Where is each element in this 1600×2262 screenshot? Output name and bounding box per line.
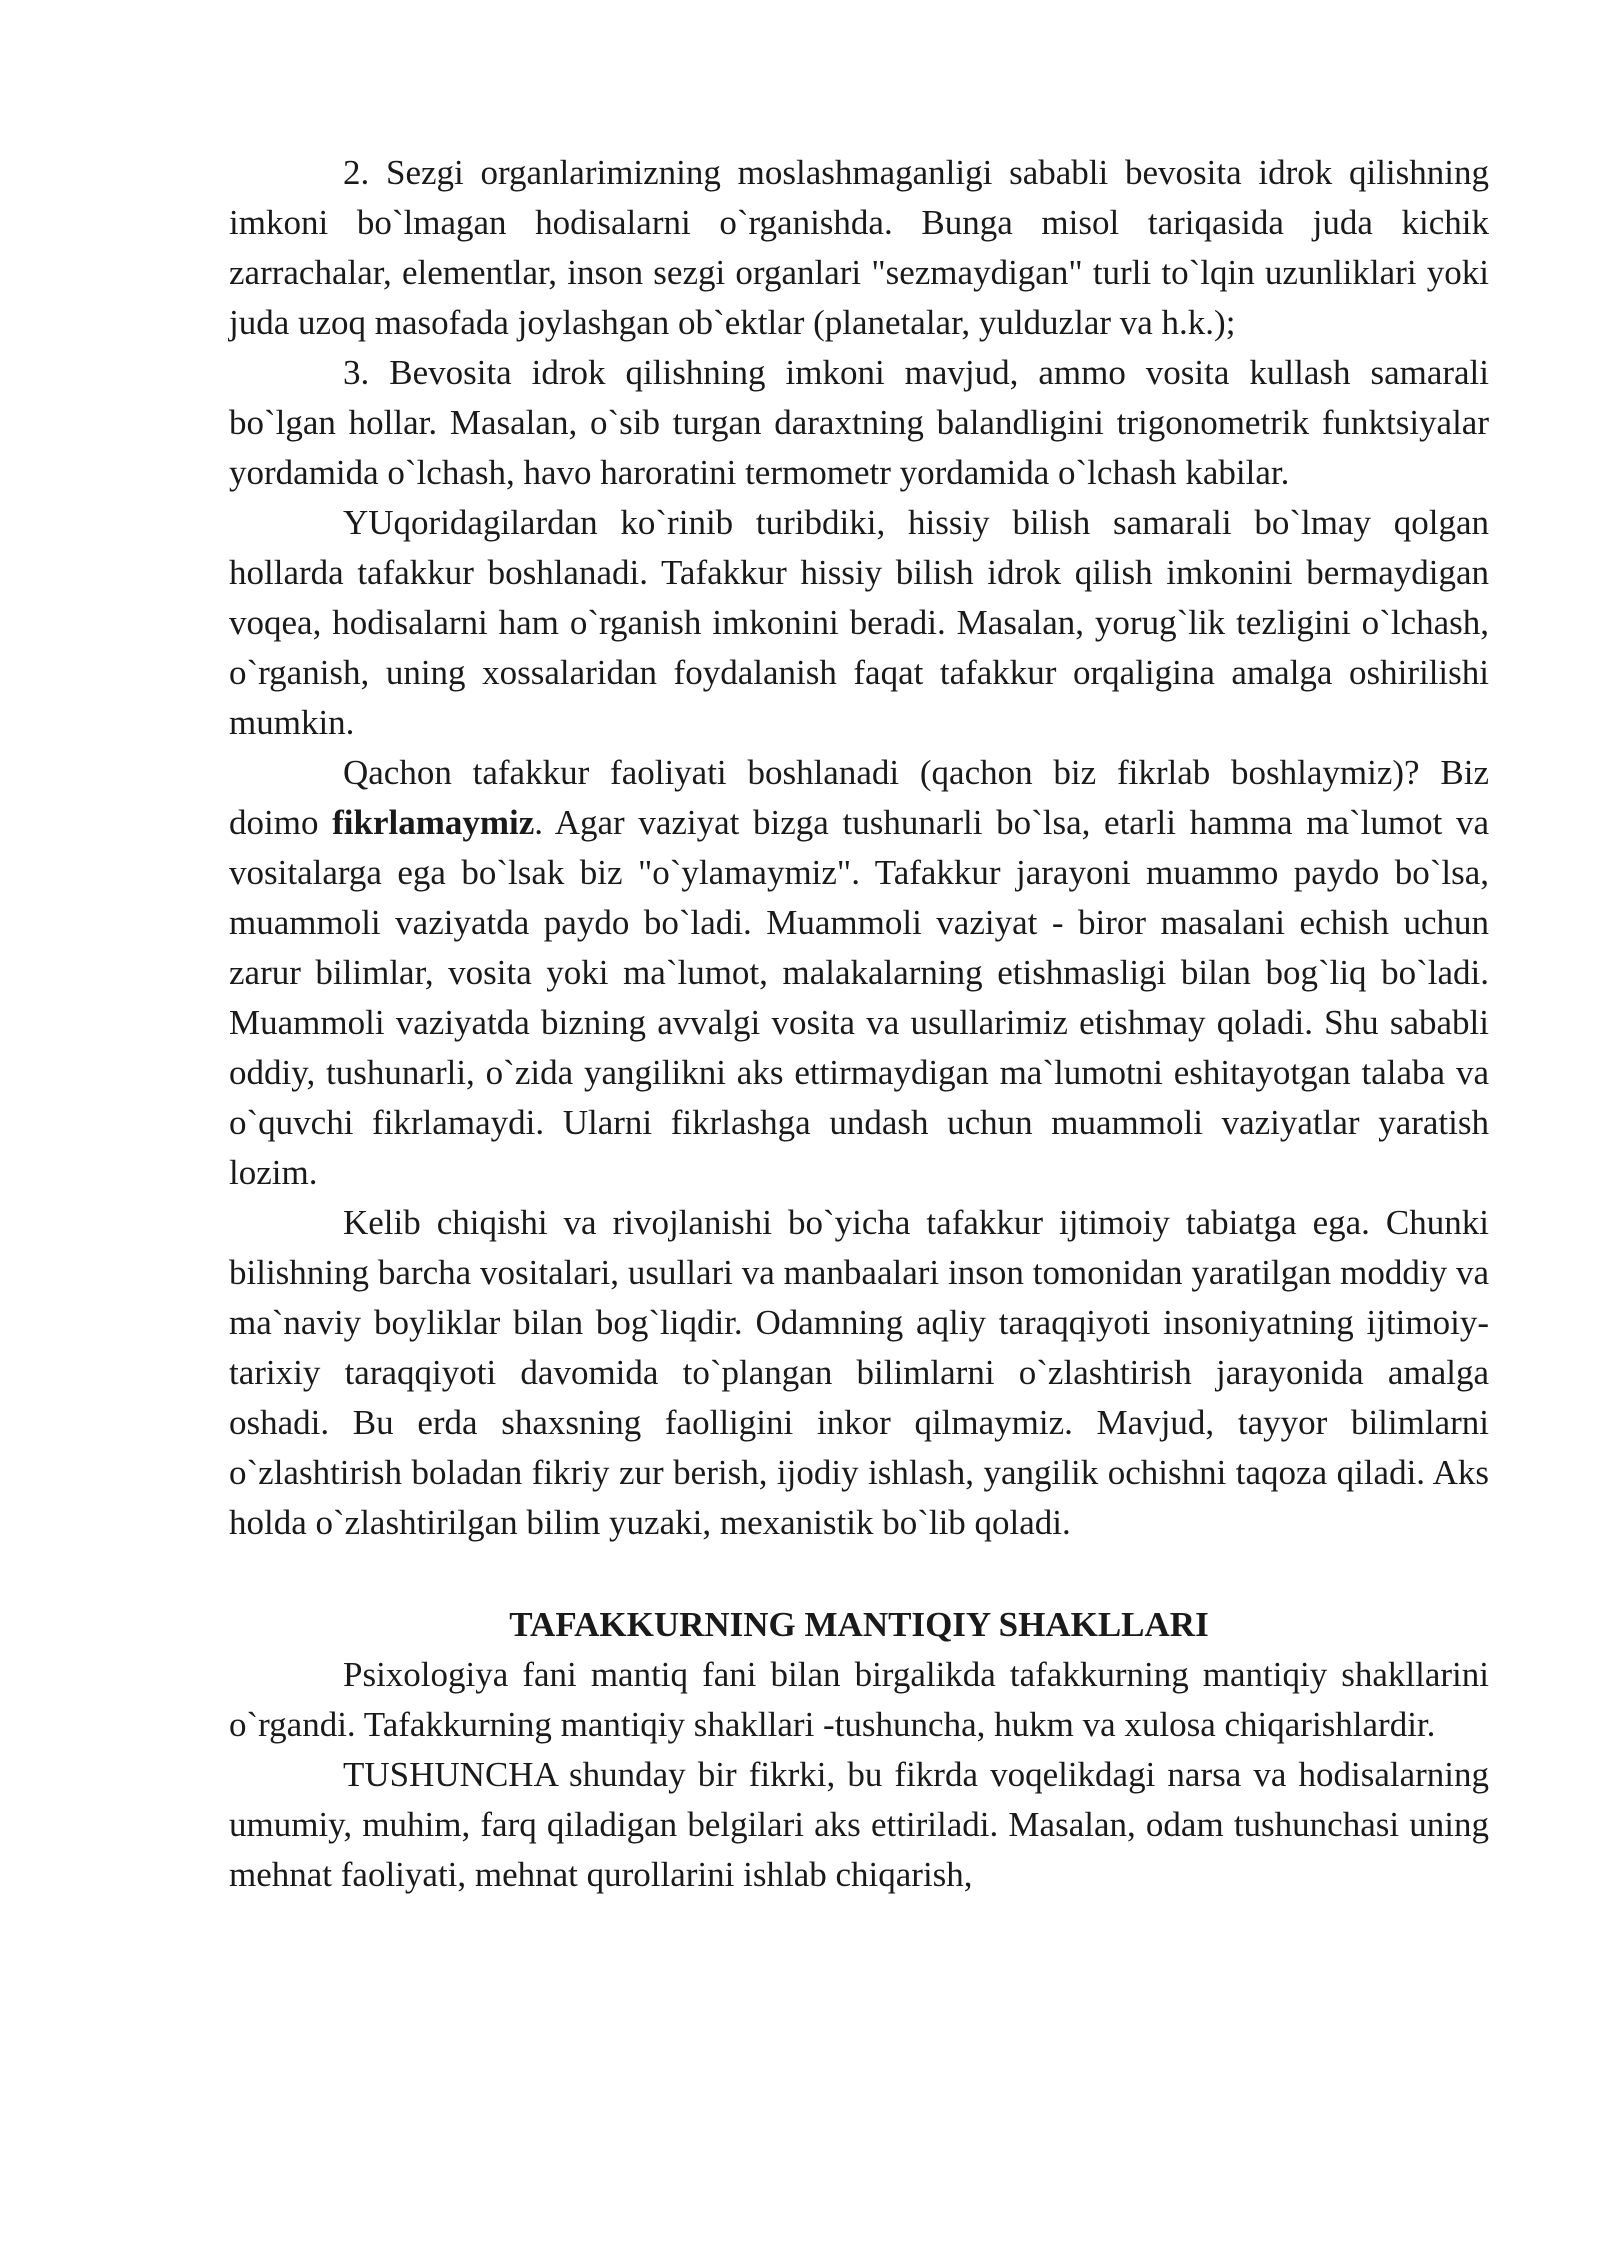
paragraph-social-nature: Kelib chiqishi va rivojlanishi bo`yicha tafakkur ijtimoiy tabiatga ega. Chunki bilishning barcha vositalari, usullari va manbaalari inson tomonidan yaratilgan moddiy va ma`naviy boyliklar bilan bog`liqdir. Odamning aqliy taraqqiyoti insoniyatning ijtimoiy-tarixiy taraqqiyoti davomida to`plangan bilimlarni o`zlashtirish jarayonida amalga oshadi. Bu erda shaxsning faolligini inkor qilmaymiz. Mavjud, tayyor bilimlarni o`zlashtirish boladan fikriy zur berish, ijodiy ishlash, yangilik ochishni taqoza qiladi. Aks holda o`zlashtirilgan bilim yuzaki, mexanistik bo`lib qoladi. <box>229 1203 1489 1542</box>
section-heading: TAFAKKURNING MANTIQIY SHAKLLARI <box>509 1605 1209 1644</box>
paragraph-sensory-limits: 2. Sezgi organlarimizning moslashmaganligi sababli bevosita idrok qilishning imkoni bo`lmagan hodisalarni o`rganishda. Bunga misol tariqasida juda kichik zarrachalar, elementlar, inson sezgi organlari "sezmaydigan" turli to`lqin uzunliklari yoki juda uzoq masofada joylashgan ob`ektlar (planetalar, yulduzlar va h.k.); <box>229 153 1489 342</box>
paragraph-text-end: . Agar vaziyat bizga tushunarli bo`lsa, etarli hamma ma`lumot va vositalarga ega bo`lsak biz "o`ylamaymiz". Tafakkur jarayoni muammo paydo bo`lsa, muammoli vaziyatda paydo bo`ladi. Muammoli vaziyat - biror masalani echish uchun zarur bilimlar, vosita yoki ma`lumot, malakalarning etishmasligi bilan bog`liq bo`ladi. Muammoli vaziyatda bizning avvalgi vosita va usullarimiz etishmay qoladi. Shu sababli oddiy, tushunarli, o`zida yangilikni aks ettirmaydigan ma`lumotni eshitayotgan talaba va o`quvchi fikrlamaydi. Ularni fikrlashga undash uchun muammoli vaziyatlar yaratish lozim. <box>229 803 1489 1192</box>
paragraph-thinking-begins: YUqoridagilardan ko`rinib turibdiki, hissiy bilish samarali bo`lmay qolgan hollarda tafakkur boshlanadi. Tafakkur hissiy bilish idrok qilish imkonini bermaydigan voqea, hodisalarni ham o`rganish imkonini beradi. Masalan, yorug`lik tezligini o`lchash, o`rganish, uning xossalaridan foydalanish faqat tafakkur orqaligina amalga oshirilishi mumkin. <box>229 503 1489 742</box>
paragraph-concept-definition: TUSHUNCHA shunday bir fikrki, bu fikrda voqelikdagi narsa va hodisalarning umumiy, muhim, farq qiladigan belgilari aks ettiriladi. Masalan, odam tushunchasi uning mehnat faoliyati, mehnat qurollarini ishlab chiqarish, <box>229 1755 1489 1894</box>
paragraph-indirect-measurement: 3. Bevosita idrok qilishning imkoni mavjud, ammo vosita kullash samarali bo`lgan hollar. Masalan, o`sib turgan daraxtning balandligini trigonometrik funktsiyalar yordamida o`lchash, havo haroratini termometr yordamida o`lchash kabilar. <box>229 353 1489 492</box>
paragraph-problem-situation <box>229 748 1489 1198</box>
paragraph-logical-forms: Psixologiya fani mantiq fani bilan birgalikda tafakkurning mantiqiy shakllarini o`rgandi. Tafakkurning mantiqiy shakllari -tushuncha, hukm va xulosa chiqarishlardir. <box>229 1655 1489 1744</box>
paragraph-text-start: Qachon tafakkur faoliyati boshlanadi (qachon biz fikrlab boshlaymiz)? Biz doimo <box>229 753 1489 842</box>
bold-term: fikrlamaymiz <box>332 803 535 842</box>
document-page <box>229 148 1489 1900</box>
